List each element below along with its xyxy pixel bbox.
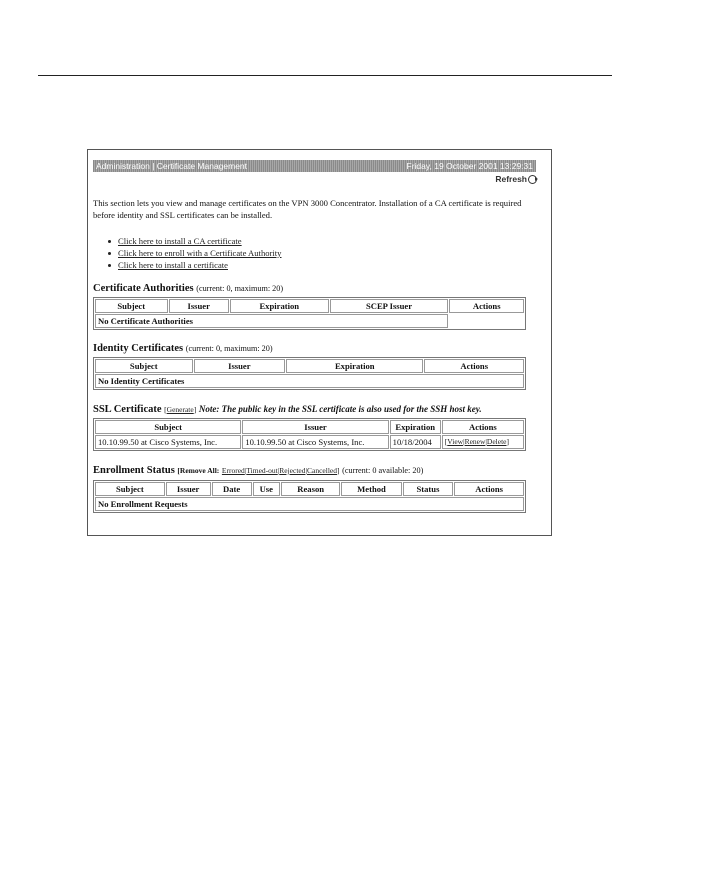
delete-link[interactable]: Delete	[486, 437, 507, 446]
identity-count: (current: 0, maximum: 20)	[185, 344, 273, 353]
col-method: Method	[341, 482, 401, 496]
enrollment-table	[93, 480, 526, 513]
table-row	[95, 497, 524, 511]
table-header-row	[95, 359, 524, 373]
remove-timed-out-link[interactable]: Timed-out	[246, 466, 278, 475]
col-use: Use	[253, 482, 280, 496]
renew-link[interactable]: Renew	[464, 437, 486, 446]
ca-title: Certificate Authorities	[93, 283, 194, 294]
identity-table	[93, 357, 526, 390]
certificate-management-panel	[87, 149, 552, 536]
ca-empty-message: No Certificate Authorities	[95, 314, 448, 328]
refresh-label: Refresh	[495, 174, 527, 184]
enrollment-empty-message: No Enrollment Requests	[95, 497, 524, 511]
list-item	[108, 247, 281, 259]
identity-section-title	[93, 343, 273, 354]
col-issuer: Issuer	[194, 359, 286, 373]
col-expiration: Expiration	[286, 359, 423, 373]
ssl-note: Note: The public key in the SSL certificate is also used for the SSH host key.	[198, 404, 482, 414]
col-subject: Subject	[95, 482, 165, 496]
table-header-row	[95, 482, 524, 496]
ssl-expiration: 10/18/2004	[390, 435, 441, 449]
intro-text: This section lets you view and manage certificates on the VPN 3000 Concentrator. Installation of a CA certificate is required before identity and SSL certificates can be installed.	[93, 198, 522, 220]
enrollment-section-title: Enrollment Status [Remove All: Errored|Timed-out|Rejected|Cancelled] (current: 0 available: 20)	[93, 465, 424, 476]
identity-title: Identity Certificates	[93, 343, 184, 354]
col-date: Date	[212, 482, 252, 496]
col-reason: Reason	[281, 482, 340, 496]
col-expiration: Expiration	[230, 299, 329, 313]
page-top-rule	[38, 75, 612, 76]
install-ca-link[interactable]: Click here to install a CA certificate	[118, 236, 242, 246]
bullet-icon	[108, 240, 111, 243]
table-header-row	[95, 299, 524, 313]
title-bar	[93, 160, 536, 172]
refresh-icon	[528, 175, 537, 184]
refresh-button[interactable]	[495, 174, 537, 184]
col-actions: Actions	[424, 359, 524, 373]
table-header-row	[95, 420, 524, 434]
identity-empty-message: No Identity Certificates	[95, 374, 524, 388]
enrollment-count: (current: 0 available: 20)	[342, 466, 424, 475]
list-item	[108, 259, 281, 271]
table-row	[95, 435, 524, 449]
col-subject: Subject	[95, 299, 168, 313]
ssl-title: SSL Certificate	[93, 404, 162, 415]
action-links	[108, 235, 281, 271]
ssl-issuer: 10.10.99.50 at Cisco Systems, Inc.	[242, 435, 388, 449]
view-link[interactable]: View	[447, 437, 464, 446]
bullet-icon	[108, 264, 111, 267]
ssl-subject: 10.10.99.50 at Cisco Systems, Inc.	[95, 435, 241, 449]
datetime: Friday, 19 October 2001 13:29:31	[406, 161, 533, 171]
ssl-actions: [View|Renew|Delete]	[442, 435, 524, 449]
col-expiration: Expiration	[390, 420, 441, 434]
col-issuer: Issuer	[169, 299, 229, 313]
ca-count: (current: 0, maximum: 20)	[196, 284, 284, 293]
col-issuer: Issuer	[166, 482, 211, 496]
col-actions: Actions	[454, 482, 524, 496]
ssl-section-title: SSL Certificate [Generate] Note: The public key in the SSL certificate is also used for the SSH host key.	[93, 404, 482, 415]
install-certificate-link[interactable]: Click here to install a certificate	[118, 260, 228, 270]
breadcrumb: Administration | Certificate Management	[96, 161, 248, 171]
enrollment-title: Enrollment Status	[93, 465, 175, 476]
ssl-table	[93, 418, 526, 451]
bullet-icon	[108, 252, 111, 255]
enroll-ca-link[interactable]: Click here to enroll with a Certificate Authority	[118, 248, 282, 258]
remove-all-label: Remove All:	[179, 466, 220, 475]
table-row	[95, 374, 524, 388]
list-item	[108, 235, 281, 247]
remove-rejected-link[interactable]: Rejected	[279, 466, 306, 475]
col-status: Status	[403, 482, 454, 496]
empty-cell	[449, 314, 524, 328]
col-actions: Actions	[449, 299, 524, 313]
col-actions: Actions	[442, 420, 524, 434]
ca-table	[93, 297, 526, 330]
generate-link[interactable]: Generate	[166, 405, 194, 414]
col-subject: Subject	[95, 420, 241, 434]
ca-section-title	[93, 283, 283, 294]
col-scep-issuer: SCEP Issuer	[330, 299, 449, 313]
remove-errored-link[interactable]: Errored	[221, 466, 245, 475]
remove-cancelled-link[interactable]: Cancelled	[307, 466, 338, 475]
col-subject: Subject	[95, 359, 193, 373]
col-issuer: Issuer	[242, 420, 388, 434]
table-row	[95, 314, 524, 328]
